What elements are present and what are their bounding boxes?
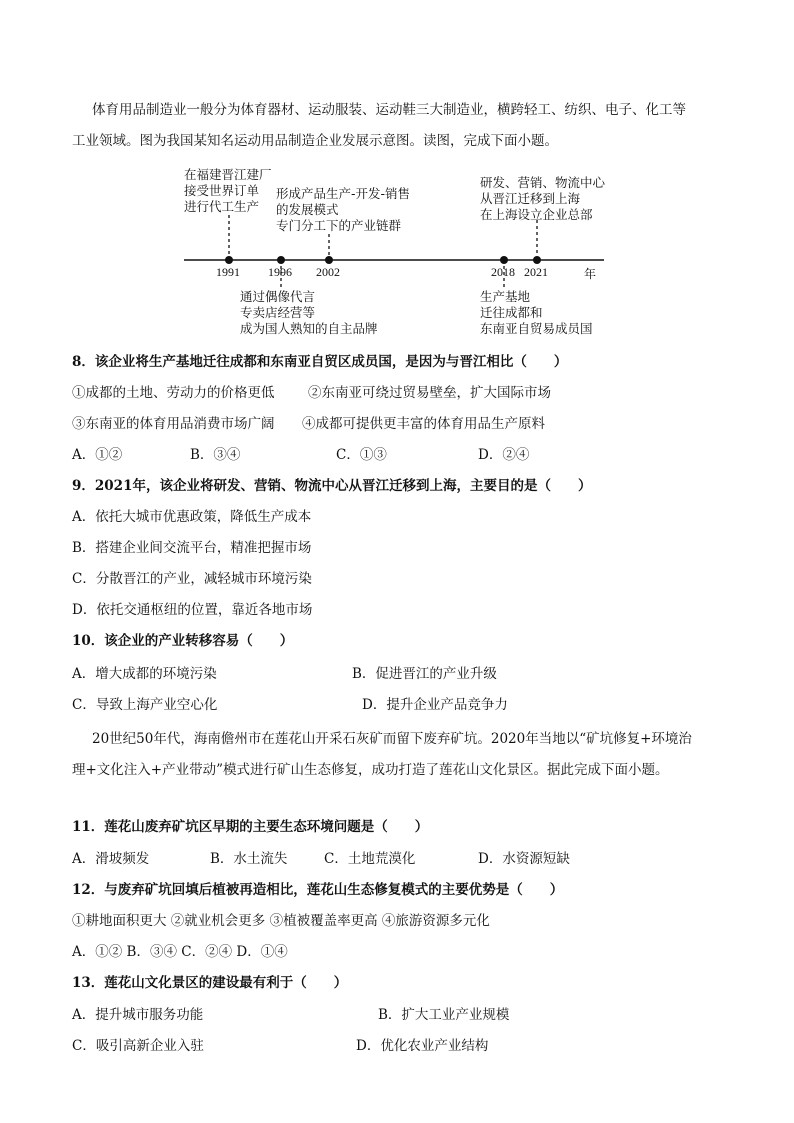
q8-stem: 8．该企业将生产基地迁往成都和东南亚自贸区成员国，是因为与晋江相比（ ） [72,354,568,370]
q10-option-c[interactable]: C．导致上海产业空心化 [72,697,218,713]
label-1991: 在福建晋江建厂 接受世界订单 进行代工生产 [184,167,272,214]
q13-option-a[interactable]: A．提升城市服务功能 [72,1007,204,1023]
q12-stem: 12．与废弃矿坑回填后植被再造相比，莲花山生态修复模式的主要优势是（ ） [72,882,564,898]
intro1-line2: 工业领域。图为我国某知名运动用品制造企业发展示意图。读图，完成下面小题。 [72,133,558,149]
q13-option-c[interactable]: C．吸引高新企业入驻 [72,1038,204,1054]
label-2021: 研发、营销、物流中心 从晋江迁移到上海 在上海设立企业总部 [480,175,606,222]
q8-statement-4: ④成都可提供更丰富的体育用品生产原料 [302,416,545,432]
q8-option-d[interactable]: D．②④ [478,447,530,463]
q10-option-d[interactable]: D．提升企业产品竞争力 [362,697,508,713]
q11-option-b[interactable]: B．水土流失 [210,851,288,867]
q10-option-a[interactable]: A．增大成都的环境污染 [72,666,217,682]
q9-option-c[interactable]: C．分散晋江的产业，减轻城市环境污染 [72,571,312,587]
tick-1991: 1991 [216,265,240,279]
timeline-dot-2002 [325,256,333,264]
q11-option-c[interactable]: C．土地荒漠化 [324,851,416,867]
label-2002: 形成产品生产-开发-销售 的发展模式 专门分工下的产业链群 [276,186,411,233]
q11-option-d[interactable]: D．水资源短缺 [478,851,570,867]
intro1-line1: 体育用品制造业一般分为体育器材、运动服装、运动鞋三大制造业，横跨轻工、纺织、电子、化工等 [92,102,686,118]
tick-1996: 1996 [268,265,292,279]
q8-statement-3: ③东南亚的体育用品消费市场广阔 [72,416,275,432]
q8-statement-2: ②东南亚可绕过贸易壁垒，扩大国际市场 [308,385,551,401]
intro2-line1: 20世纪50年代，海南儋州市在莲花山开采石灰矿而留下废弃矿坑。2020年当地以“矿坑修复+环境治 [92,731,692,747]
q8-statement-1: ①成都的土地、劳动力的价格更低 [72,385,275,401]
q9-option-a[interactable]: A．依托大城市优惠政策，降低生产成本 [72,509,312,525]
q9-option-d[interactable]: D．依托交通枢纽的位置，靠近各地市场 [72,602,313,618]
q8-option-b[interactable]: B．③④ [190,447,241,463]
timeline-dot-1991 [225,256,233,264]
tick-2018: 2018 [491,265,515,279]
timeline-dot-2021 [533,256,541,264]
q10-option-b[interactable]: B．促进晋江的产业升级 [352,666,497,682]
timeline-dot-1996 [277,256,285,264]
q13-option-d[interactable]: D．优化农业产业结构 [356,1038,489,1054]
q11-stem: 11．莲花山废弃矿坑区早期的主要生态环境问题是（ ） [72,819,429,835]
q11-option-a[interactable]: A．滑坡频发 [72,851,150,867]
q12-statements: ①耕地面积更大 ②就业机会更多 ③植被覆盖率更高 ④旅游资源多元化 [72,913,490,929]
label-2018: 生产基地 迁往成都和 东南亚自贸易成员国 [480,289,593,336]
q9-stem: 9．2021年，该企业将研发、营销、物流中心从晋江迁移到上海，主要目的是（ ） [72,478,592,494]
intro2-line2: 理+文化注入+产业带动”模式进行矿山生态修复，成功打造了莲花山文化景区。据此完成下面小题。 [72,762,669,778]
q8-option-c[interactable]: C．①③ [336,447,387,463]
tick-2021: 2021 [524,265,548,279]
q13-option-b[interactable]: B．扩大工业产业规模 [378,1007,510,1023]
q13-stem: 13．莲花山文化景区的建设最有利于（ ） [72,975,348,991]
q9-option-b[interactable]: B．搭建企业间交流平台，精准把握市场 [72,540,312,556]
axis-unit: 年 [584,267,597,281]
label-1996: 通过偶像代言 专卖店经营等 成为国人熟知的自主品牌 [240,289,378,336]
q10-stem: 10．该企业的产业转移容易（ ） [72,633,294,649]
q8-option-a[interactable]: A．①② [72,447,123,463]
timeline-dot-2018 [500,256,508,264]
tick-2002: 2002 [316,265,340,279]
q12-options[interactable]: A．①② B．③④ C．②④ D．①④ [72,944,288,960]
